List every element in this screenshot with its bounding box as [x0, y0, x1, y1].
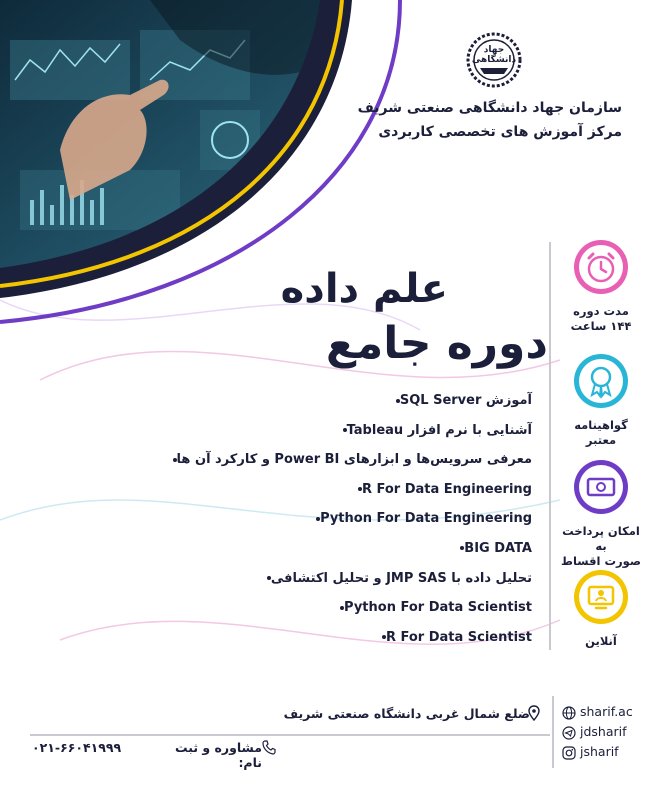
social-telegram[interactable] [562, 724, 662, 742]
money-icon [572, 458, 630, 516]
social-instagram-text: jsharif [580, 744, 619, 759]
address-text: ضلع شمال غربی دانشگاه صنعتی شریف [283, 706, 530, 721]
course-item: آموزش SQL Server [112, 386, 532, 416]
feature-duration-label: مدت دوره ۱۴۴ ساعت [570, 304, 632, 333]
footer-vertical-divider [552, 696, 554, 768]
title-line2: دوره جامع [325, 318, 548, 369]
course-item: BIG DATA [112, 534, 532, 564]
instagram-icon [562, 746, 576, 760]
course-item: Python For Data Engineering [112, 504, 532, 534]
social-instagram[interactable] [562, 744, 662, 762]
course-item: R For Data Scientist [112, 623, 532, 653]
feature-online-label: آنلاین [585, 634, 617, 648]
telegram-icon [562, 726, 576, 740]
web-icon [562, 706, 576, 720]
phone-number[interactable]: ۰۲۱-۶۶۰۴۱۹۹۹ [32, 740, 122, 755]
course-item: تحلیل داده با JMP SAS و تحلیل اکتشافی [112, 564, 532, 594]
consult-label: مشاوره و ثبت نام: [175, 740, 262, 770]
course-item: معرفی سرویس‌ها و ابزارهای Power BI و کارکرد آن ها [112, 445, 532, 475]
footer-divider [30, 734, 550, 736]
feature-installment-label: امکان پرداخت به صورت اقساط [561, 524, 641, 568]
social-web[interactable] [562, 704, 662, 722]
social-web-text: sharif.ac [580, 704, 633, 719]
org-center: مرکز آموزش های تخصصی کاربردی [378, 124, 622, 140]
org-name: سازمان جهاد دانشگاهی صنعتی شریف [357, 100, 622, 116]
title-line1: علم داده [280, 266, 448, 312]
phone-icon [262, 740, 276, 755]
course-list [112, 386, 532, 652]
course-item: Python For Data Scientist [112, 593, 532, 623]
alarm-clock-icon [572, 238, 630, 296]
feature-certificate-label: گواهینامه معتبر [574, 418, 628, 447]
award-ribbon-icon [572, 352, 630, 410]
social-telegram-text: jdsharif [580, 724, 627, 739]
org-logo-text: جهاد دانشگاهی [471, 45, 517, 65]
online-user-icon [572, 568, 630, 626]
vertical-divider [549, 242, 551, 650]
course-item: R For Data Engineering [112, 475, 532, 505]
course-item: آشنایی با نرم افزار Tableau [112, 416, 532, 446]
